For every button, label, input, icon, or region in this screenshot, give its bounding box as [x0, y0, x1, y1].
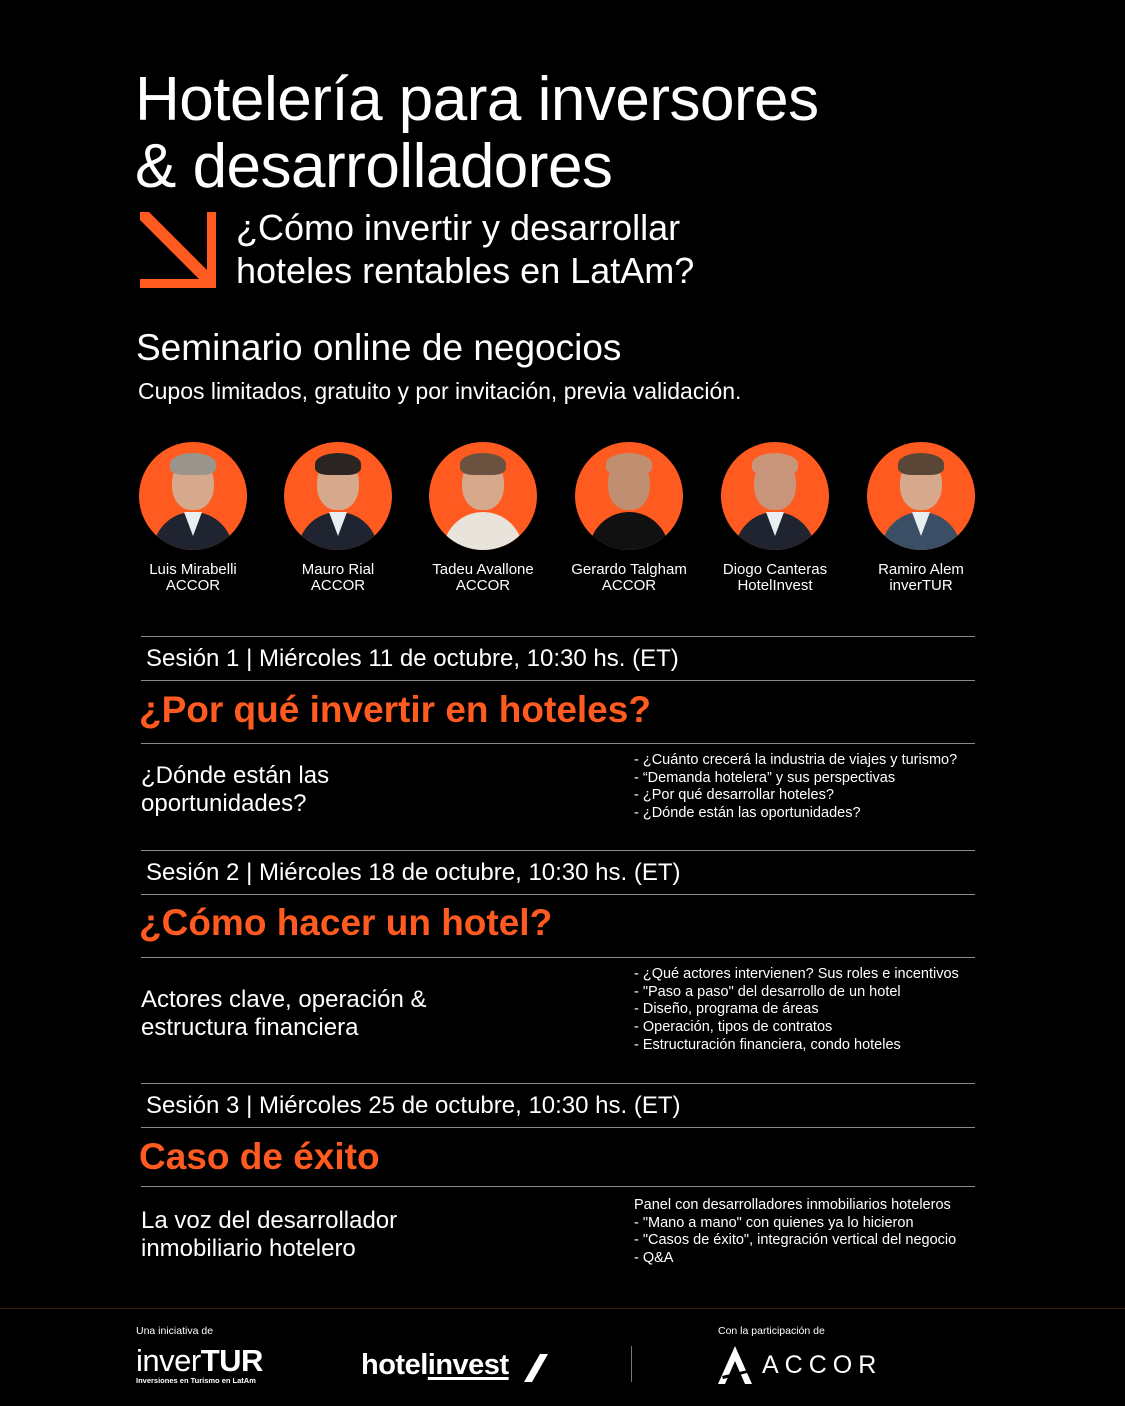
- seminar-heading: Seminario online de negocios: [136, 327, 622, 368]
- divider-line: [141, 894, 975, 895]
- bullet-item: - "Casos de éxito", integración vertical del negocio: [634, 1232, 957, 1249]
- speaker-photo: [139, 442, 247, 550]
- topic-line: estructura financiera: [141, 1014, 359, 1041]
- topic-line: La voz del desarrollador: [141, 1207, 398, 1234]
- speaker-org: ACCOR: [601, 577, 657, 594]
- speaker-photo: [575, 442, 683, 550]
- bullet-item: - Estructuración financiera, condo hoteles: [634, 1036, 901, 1053]
- divider-line: [141, 1083, 975, 1084]
- bullet-item: Panel con desarrolladores inmobiliarios hoteleros: [634, 1197, 951, 1213]
- session-1-heading: ¿Por qué invertir en hoteles?: [139, 689, 651, 730]
- session-2-topic: [141, 986, 561, 1042]
- speaker-photo: [429, 442, 537, 550]
- invertur-logo-light: inver: [136, 1343, 201, 1378]
- divider-line: [141, 636, 975, 637]
- subtitle-line-2: hoteles rentables en LatAm?: [236, 250, 695, 291]
- invertur-logo: [136, 1344, 263, 1378]
- session-3-label: Sesión 3 | Miércoles 25 de octubre, 10:30 hs. (ET): [146, 1092, 681, 1119]
- speaker-name: Mauro Rial: [301, 561, 375, 578]
- speaker-name: Luis Mirabelli: [149, 561, 237, 578]
- session-1-bullets: [634, 752, 994, 823]
- accor-logo-icon: [718, 1346, 752, 1384]
- subtitle-line-1: ¿Cómo invertir y desarrollar: [236, 207, 681, 248]
- initiative-caption: Una iniciativa de: [136, 1325, 214, 1337]
- bullet-item: - Q&A: [634, 1250, 674, 1267]
- speaker-name: Diogo Canteras: [722, 561, 828, 578]
- participation-caption: Con la participación de: [718, 1325, 825, 1337]
- bullet-item: - ¿Qué actores intervienen? Sus roles e incentivos: [634, 966, 959, 982]
- topic-line: inmobiliario hotelero: [141, 1235, 356, 1262]
- divider-line: [141, 1186, 975, 1187]
- divider-line: [141, 680, 975, 681]
- page-subtitle: [236, 206, 936, 292]
- speaker-org: ACCOR: [165, 577, 221, 594]
- topic-line: Actores clave, operación &: [141, 986, 427, 1013]
- speaker-org: ACCOR: [455, 577, 511, 594]
- bullet-item: - ¿Cuánto crecerá la industria de viajes y turismo?: [634, 752, 958, 768]
- speaker-card: [702, 442, 848, 594]
- bullet-item: - "Mano a mano" con quienes ya lo hicieron: [634, 1214, 914, 1231]
- session-1-label: Sesión 1 | Miércoles 11 de octubre, 10:30 hs. (ET): [146, 645, 679, 672]
- bullet-item: - ¿Por qué desarrollar hoteles?: [634, 787, 834, 804]
- divider-line: [141, 957, 975, 958]
- speaker-org: HotelInvest: [737, 577, 813, 594]
- hotelinvest-logo-plain: hotel: [361, 1349, 428, 1381]
- session-3-heading: Caso de éxito: [139, 1136, 380, 1177]
- session-3-topic: [141, 1207, 561, 1263]
- seminar-note: Cupos limitados, gratuito y por invitación, previa validación.: [138, 378, 742, 404]
- page-title: [135, 66, 1035, 200]
- bullet-item: - Operación, tipos de contratos: [634, 1019, 833, 1036]
- hotelinvest-logo-underlined: invest: [427, 1349, 509, 1381]
- logo-divider: [631, 1346, 632, 1382]
- speaker-org: inverTUR: [889, 577, 953, 594]
- speaker-photo: [721, 442, 829, 550]
- accor-logo-text: ACCOR: [762, 1351, 883, 1379]
- topic-line: ¿Dónde están las: [141, 762, 330, 789]
- bullet-item: - Diseño, programa de áreas: [634, 1001, 819, 1018]
- session-2-bullets: [634, 966, 994, 1055]
- divider-line: [141, 1127, 975, 1128]
- bullet-item: - ¿Dónde están las oportunidades?: [634, 805, 861, 822]
- title-line-2: & desarrolladores: [135, 132, 613, 201]
- speaker-card: [120, 442, 266, 594]
- speaker-card: [410, 442, 556, 594]
- bullet-item: - “Demanda hotelera” y sus perspectivas: [634, 769, 896, 786]
- speaker-photo: [867, 442, 975, 550]
- speaker-card: [265, 442, 411, 594]
- hotelinvest-logo: [361, 1348, 509, 1382]
- divider-line: [141, 850, 975, 851]
- hotelinvest-slash-icon: [524, 1354, 548, 1382]
- bullet-item: - "Paso a paso" del desarrollo de un hotel: [634, 983, 901, 1000]
- session-2-heading: ¿Cómo hacer un hotel?: [139, 902, 553, 943]
- invertur-logo-bold: TUR: [200, 1343, 263, 1378]
- speaker-photo: [284, 442, 392, 550]
- session-3-bullets: [634, 1197, 994, 1268]
- divider-line: [141, 743, 975, 744]
- title-line-1: Hotelería para inversores: [135, 65, 819, 134]
- speaker-card: [556, 442, 702, 594]
- topic-line: oportunidades?: [141, 790, 307, 817]
- speaker-org: ACCOR: [310, 577, 366, 594]
- speaker-name: Ramiro Alem: [878, 561, 964, 578]
- speakers-row: [120, 442, 1000, 602]
- session-1-topic: [141, 762, 561, 818]
- speaker-name: Gerardo Talgham: [571, 561, 687, 578]
- arrow-down-right-icon: [136, 210, 216, 290]
- speaker-card: [848, 442, 994, 594]
- invertur-tagline: Inversiones en Turismo en LatAm: [136, 1376, 256, 1385]
- footer-divider: [0, 1308, 1125, 1309]
- speaker-name: Tadeu Avallone: [432, 561, 534, 578]
- session-2-label: Sesión 2 | Miércoles 18 de octubre, 10:30 hs. (ET): [146, 859, 681, 886]
